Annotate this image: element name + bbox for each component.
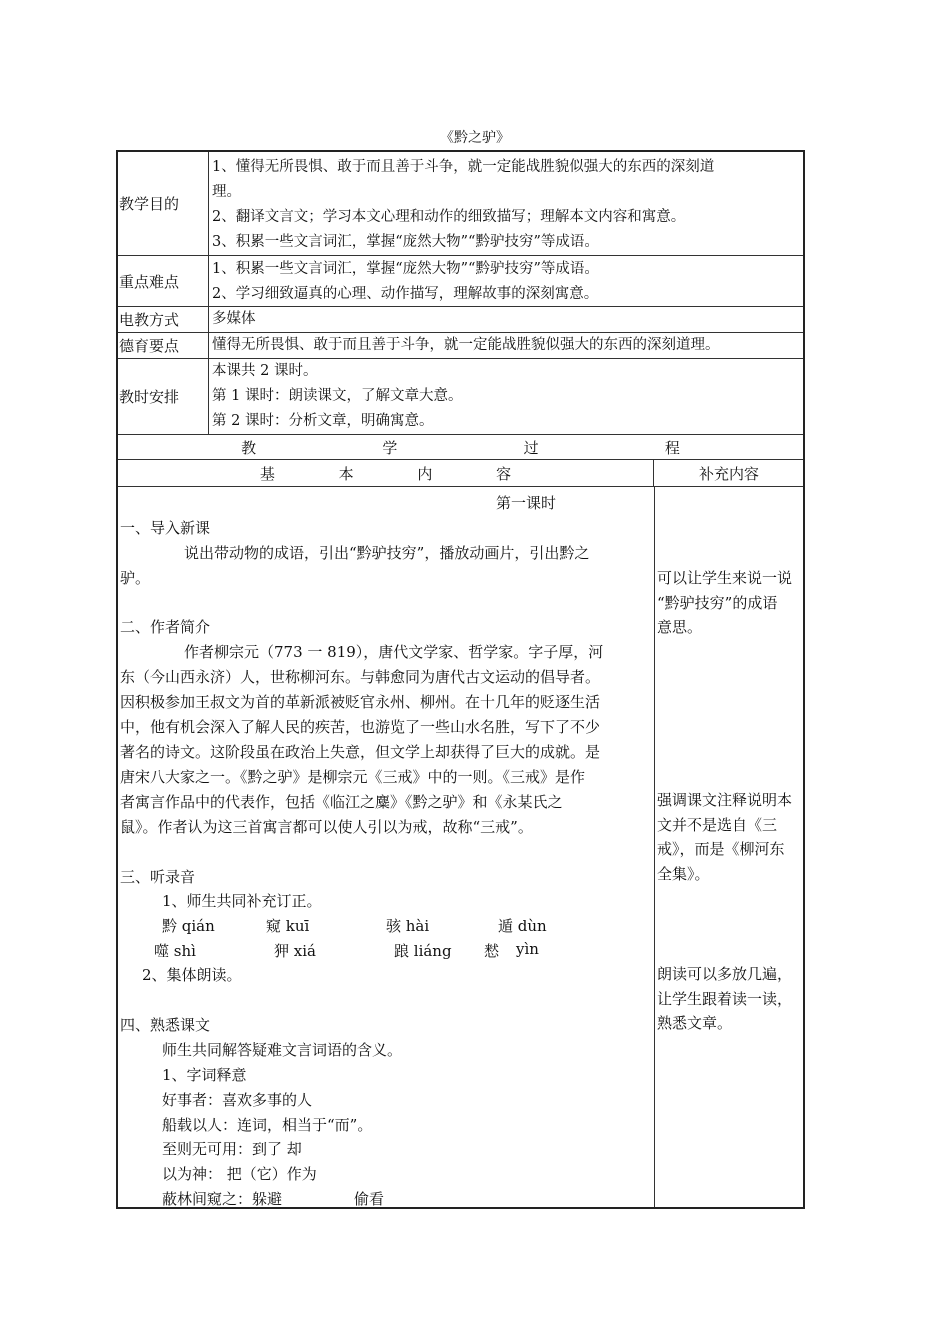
lesson-plan-table [116,150,805,1209]
difficulty-line: 1、积累一些文言词汇，掌握“庞然大物”“黔驴技穷”等成语。 [212,261,599,277]
paragraph-line: 者寓言作品中的代表作，包括《临江之麋》《黔之驴》和《永某氏之 [120,793,563,811]
paragraph-line: 师生共同解答疑难文言词语的含义。 [162,1041,403,1059]
media-value: 多媒体 [212,311,256,327]
paragraph-line: 1、字词释意 [162,1066,247,1084]
schedule-content [210,359,803,434]
objective-line: 理。 [212,184,241,200]
objective-line: 2、翻译文言文；学习本文心理和动作的细致描写；理解本文内容和寓意。 [212,209,686,225]
pinyin-item: 遁 dùn [498,917,547,935]
objective-line: 3、积累一些文言词汇，掌握“庞然大物”“黔驴技穷”等成语。 [212,234,599,250]
schedule-line: 第 1 课时：朗读课文，了解文章大意。 [212,388,463,404]
supplement-header: 补充内容 [698,464,759,483]
lesson-title: 第一课时 [496,494,557,512]
basic-content-body [118,486,655,1207]
supplement-note: 可以让学生来说一说 “黔驴技穷”的成语 意思。 [657,569,793,636]
pinyin-item: 踉 liáng [394,942,452,960]
vocab-line: 偷看 [354,1190,385,1208]
paragraph-line: 说出带动物的成语，引出“黔驴技穷”，播放动画片，引出黔之 [184,544,590,562]
difficulties-row [118,256,803,307]
objective-line: 1、懂得无所畏惧、敢于而且善于斗争，就一定能战胜貌似强大的东西的深刻道 [212,159,715,175]
supplement-note: 朗读可以多放几遍， 让学生跟着读一读， 熟悉文章。 [657,965,793,1032]
vocab-line: 蔽林间窥之：躲避 [162,1190,283,1208]
section-heading: 一、导入新课 [120,519,211,537]
vocab-line: 至则无可用：到了 却 [162,1140,302,1158]
pinyin-item: 窥 kuī [266,917,310,935]
paragraph-line: 唐宋八大家之一。《黔之驴》是柳宗元《三戒》中的一则。《三戒》是作 [120,768,586,786]
paragraph-line: 中，他有机会深入了解人民的疾苦，也游览了一些山水名胜，写下了不少 [120,718,601,736]
vocab-line: 以为神： 把（它）作为 [162,1165,317,1183]
pinyin-item: 黔 qián [162,917,215,935]
difficulties-content [210,257,803,307]
objectives-content [210,155,803,255]
pinyin-item: yìn [516,940,539,958]
vocab-line: 好事者：喜欢多事的人 [162,1091,313,1109]
pinyin-item: 噬 shì [154,942,196,960]
difficulty-line: 2、学习细致逼真的心理、动作描写，理解故事的深刻寓意。 [212,286,599,302]
pinyin-item: 狎 xiá [274,942,316,960]
paragraph-line: 作者柳宗元（773 一 819），唐代文学家、哲学家。字子厚，河 [184,643,604,661]
pinyin-item: 骇 hài [386,917,430,935]
document-title: 《黔之驴》 [440,130,510,146]
section-heading: 三、听录音 [120,868,196,886]
paragraph-line: 1、师生共同补充订正。 [162,892,322,910]
content-header-row [118,460,803,487]
media-row [118,307,803,333]
objectives-label: 教学目的 [118,152,209,255]
schedule-line: 第 2 课时：分析文章，明确寓意。 [212,413,434,429]
schedule-line: 本课共 2 课时。 [212,363,318,379]
objectives-row [118,152,803,256]
media-label: 电教方式 [118,307,209,332]
section-heading: 二、作者简介 [120,618,211,636]
process-header: 教 学 过 程 [118,435,803,460]
difficulties-label: 重点难点 [118,256,209,306]
paragraph-line: 驴。 [120,569,151,587]
schedule-row [118,359,803,435]
section-heading: 四、熟悉课文 [120,1016,211,1034]
moral-value: 懂得无所畏惧、敢于而且善于斗争，就一定能战胜貌似强大的东西的深刻道理。 [212,337,720,353]
paragraph-line: 因积极参加王叔文为首的革新派被贬官永州、柳州。在十几年的贬逐生活 [120,693,601,711]
paragraph-line: 鼠》。作者认为这三首寓言都可以使人引以为戒，故称“三戒”。 [120,818,533,836]
basic-content-header: 基 本 内 容 [118,460,654,486]
moral-label: 德育要点 [118,333,209,358]
paragraph-line: 2、集体朗读。 [142,966,242,984]
supplement-note: 强调课文注释说明本 文并不是选自《三 戒》，而是《柳河东 全集》。 [657,791,793,883]
moral-row [118,333,803,359]
paragraph-line: 东（今山西永济）人，世称柳河东。与韩愈同为唐代古文运动的倡导者。 [120,668,601,686]
pinyin-item: 慭 [484,942,500,960]
paragraph-line: 著名的诗文。这阶段虽在政治上失意，但文学上却获得了巨大的成就。是 [120,743,601,761]
vocab-line: 船载以人：连词，相当于“而”。 [162,1116,373,1134]
schedule-label: 教时安排 [118,359,209,434]
supplement-body [655,486,803,1207]
